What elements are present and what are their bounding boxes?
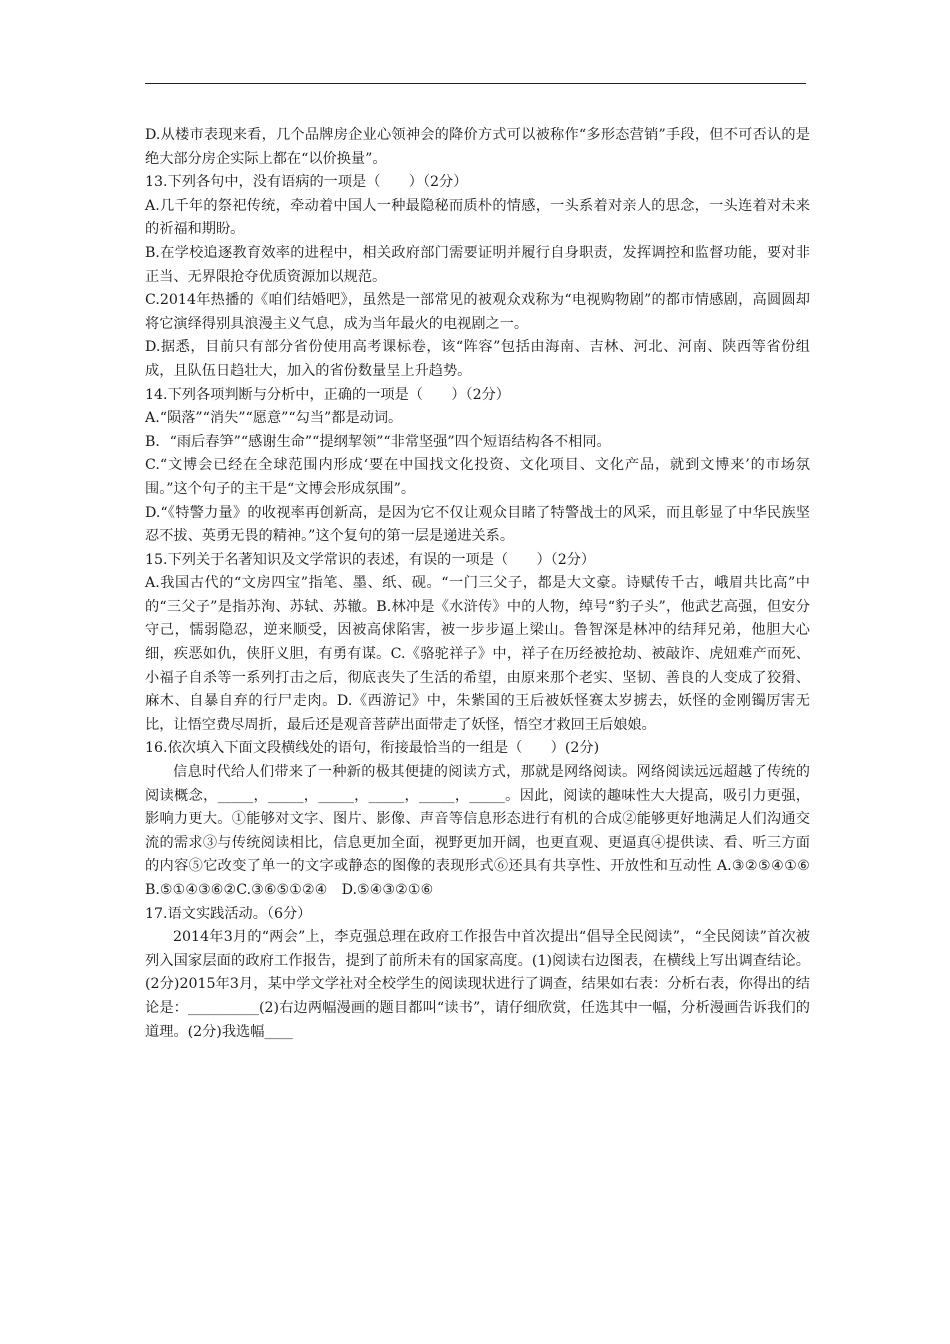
question-14: 14.下列各项判断与分析中，正确的一项是（ ）（2分）: [145, 386, 510, 403]
paragraph-12d: D.从楼市表现来看，几个品牌房企业心领神会的降价方式可以被称作“多形态营销”手段，但不可否认的是绝大部分房企实际上都在“以价换量”。: [145, 127, 810, 167]
question-16-passage: 信息时代给人们带来了一种新的极其便捷的阅读方式，那就是网络阅读。网络阅读远远超越了传统的阅读概念，_____，_____，_____，_____，_____，_____。因此，阅读的趣味性大大提高，吸引力更强，影响力更大。①能够对文字、图片、影像、声音等信息形态进行有机的合成②能够更好地满足人们沟通交流的需求③与传统阅读相比，信息更加全面，视野更加开阔，也更直观、更逼真④提供读、看、听三方面的内容⑤它改变了单一的文字或静态的图像的表现形式⑥还具有共享性、开放性和互动性 A.③②⑤④①⑥ B.⑤①④③⑥②C.③⑥⑤①②④ D.⑤④③②①⑥: [145, 764, 825, 898]
question-17-passage: 2014年3月的“两会”上，李克强总理在政府工作报告中首次提出“倡导全民阅读”，“全民阅读”首次被列入国家层面的政府工作报告，提到了前所未有的国家高度。(1)阅读右边图表，在横线上写出调查结论。(2分)2015年3月，某中学文学社对全校学生的阅读现状进行了调查，结果如右表：分析右表，你得出的结论是：__________(2)右边两幅漫画的题目都叫“读书”，请仔细欣赏，任选其中一幅，分析漫画告诉我们的道理。(2分)我选幅____: [145, 929, 810, 1040]
question-13-option-b: B.在学校追逐教育效率的进程中，相关政府部门需要证明并履行自身职责，发挥调控和监督功能，要对非正当、无界限抢夺优质资源加以规范。: [145, 244, 810, 285]
question-16: 16.依次填入下面文段横线处的语句，衔接最恰当的一组是（ ）(2分): [145, 740, 600, 757]
question-15-options: A.我国古代的“文房四宝”指笔、墨、纸、砚。“一门三父子，都是大文豪。诗赋传千古，峨眉共比高”中的“三父子”是指苏洵、苏轼、苏辙。B.林冲是《水浒传》中的人物，绰号“豹子头”，他武艺高强，但安分守己，懦弱隐忍，逆来顺受，因被高俅陷害，被一步步逼上梁山。鲁智深是林冲的结拜兄弟，他胆大心细，疾恶如仇，侠肝义胆，有勇有谋。C.《骆驼祥子》中，祥子在历经被抢劫、被敲诈、虎妞难产而死、小福子自杀等一系列打击之后，彻底丧失了生活的希望，由原来那个老实、坚韧、善良的人变成了狡猾、麻木、自暴自弃的行尸走肉。D.《西游记》中，朱紫国的王后被妖怪赛太岁掳去，妖怪的金刚镯厉害无比，让悟空费尽周折，最后还是观音菩萨出面带走了妖怪，悟空才救回王后娘娘。: [145, 575, 810, 733]
question-15: 15.下列关于名著知识及文学常识的表述，有误的一项是（ ）（2分）: [145, 551, 596, 568]
question-17: 17.语文实践活动。（6分）: [145, 905, 312, 922]
question-14-option-b: B．“雨后春笋”“感谢生命”“提纲挈领”“非常坚强”四个短语结构各不相同。: [145, 433, 611, 450]
question-14-option-d: D.“《特警力量》的收视率再创新高，是因为它不仅让观众目睹了特警战士的风采，而且彰显了中华民族坚忍不拔、英勇无畏的精神。”这个复句的第一层是递进关系。: [145, 504, 810, 545]
question-13-option-c: C.2014年热播的《咱们结婚吧》，虽然是一部常见的被观众戏称为“电视购物剧”的都市情感剧，高圆圆却将它演绎得别具浪漫主义气息，成为当年最火的电视剧之一。: [145, 292, 810, 332]
question-13-option-a: A.几千年的祭祀传统，牵动着中国人一种最隐秘而质朴的情感，一头系着对亲人的思念，一头连着对未来的祈福和期盼。: [145, 197, 810, 238]
question-13: 13.下列各句中，没有语病的一项是（ ）（2分）: [145, 174, 468, 191]
question-14-option-a: A.“陨落”“消失”“愿意”“勾当”都是动词。: [145, 410, 403, 427]
question-13-option-d: D.据悉，目前只有部分省份使用高考课标卷，该“阵容”包括由海南、吉林、河北、河南、陕西等省份组成，且队伍日趋壮大，加入的省份数量呈上升趋势。: [145, 339, 810, 379]
question-14-option-c: C.“文博会已经在全球范围内形成‘要在中国找文化投资、文化项目、文化产品，就到文博来’的市场氛围。”这个句子的主干是“文博会形成氛围”。: [145, 457, 810, 497]
header-rule: [145, 83, 806, 84]
document-body: [145, 124, 825, 1044]
